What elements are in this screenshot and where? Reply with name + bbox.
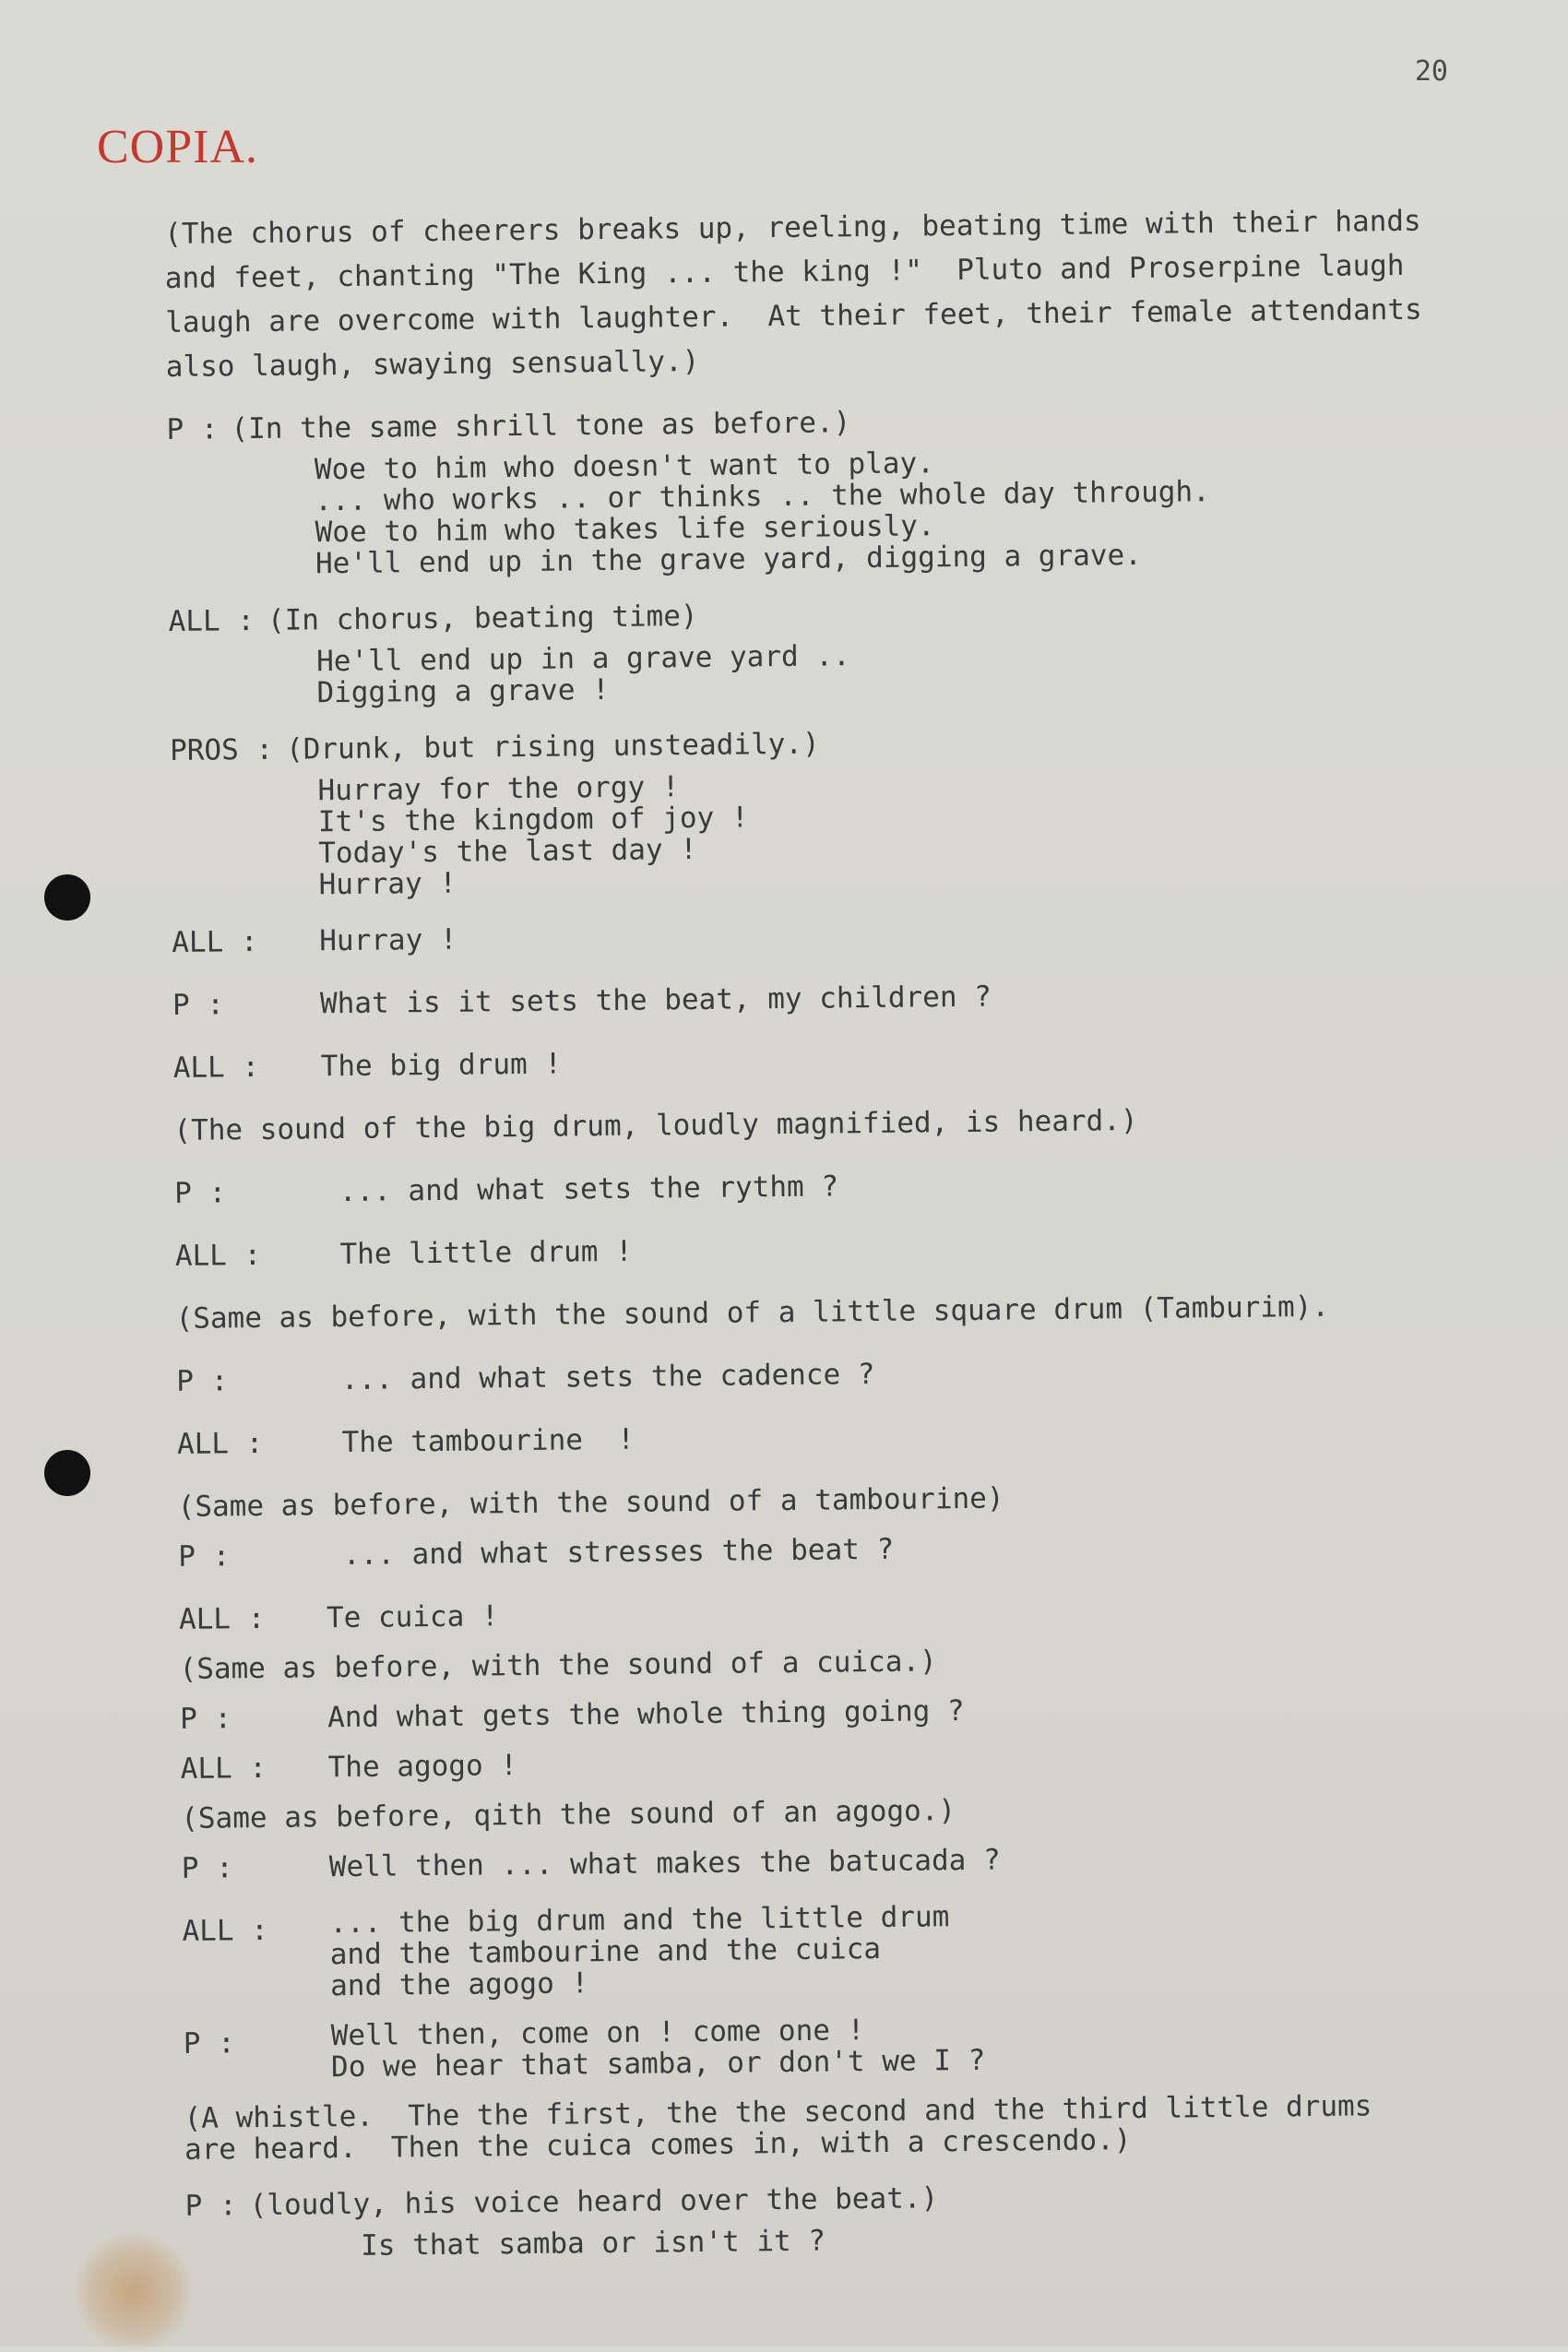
verse-block bbox=[167, 442, 1524, 581]
stage-direction-line: (Same as before, qith the sound of an agogo.) bbox=[181, 1794, 956, 1835]
script-text bbox=[164, 198, 1541, 2282]
dialogue-line bbox=[172, 969, 1528, 1028]
dialogue-line bbox=[184, 2007, 1540, 2084]
punch-hole bbox=[44, 874, 90, 921]
speaker-name: ALL : bbox=[178, 1601, 266, 1636]
stage-direction-line: (A whistle. The the first, the the second and the third little drums bbox=[184, 2089, 1372, 2135]
verse-block bbox=[170, 763, 1526, 902]
cue-text: (In chorus, beating time) bbox=[267, 599, 698, 637]
speaker-name: ALL : bbox=[174, 1238, 262, 1273]
stage-direction bbox=[184, 2088, 1540, 2165]
speaker-name: P : bbox=[179, 1702, 232, 1736]
dialogue-text: Te cuica ! bbox=[326, 1599, 499, 1635]
dialogue-line bbox=[179, 1584, 1535, 1642]
stage-direction-line: laugh are overcome with laughter. At their feet, their female attendants bbox=[165, 292, 1422, 339]
speaker-name: ALL : bbox=[172, 1050, 260, 1085]
dialogue-line bbox=[182, 1833, 1538, 1891]
dialogue-text: And what gets the whole thing going ? bbox=[327, 1694, 965, 1735]
dialogue-text: The big drum ! bbox=[320, 1047, 563, 1084]
speaker-name: P : bbox=[173, 1176, 227, 1210]
speaker-name: P : bbox=[166, 412, 219, 446]
verse-line: Digging a grave ! bbox=[316, 672, 610, 710]
stage-direction-line: also laugh, swaying sensually.) bbox=[165, 344, 700, 384]
speaker-name: P : bbox=[176, 1364, 229, 1398]
stage-direction bbox=[164, 198, 1522, 389]
speaker-name: P : bbox=[172, 988, 225, 1022]
stage-direction-line: (The chorus of cheerers breaks up, reeling, beating time with their hands bbox=[164, 204, 1421, 251]
dialogue-line bbox=[182, 1895, 1538, 2003]
verse-line: ... who works .. or thinks .. the whole day through. bbox=[315, 475, 1210, 518]
paper-stain bbox=[74, 2232, 194, 2352]
speaker-name: P : bbox=[178, 1539, 231, 1574]
stage-direction bbox=[173, 1095, 1529, 1153]
dialogue-line bbox=[172, 907, 1527, 965]
stage-direction-line: (Same as before, with the sound of a cuica.) bbox=[179, 1645, 937, 1686]
stage-direction-line: are heard. Then the cuica comes in, with a crescendo.) bbox=[184, 2123, 1132, 2167]
cue-text: (loudly, his voice heard over the beat.) bbox=[249, 2181, 939, 2223]
dialogue-text-line: and the agogo ! bbox=[329, 1966, 589, 2003]
stage-direction-line: (Same as before, with the sound of a little square drum (Tamburim). bbox=[175, 1289, 1330, 1336]
verse-line: He'll end up in a grave yard .. bbox=[315, 639, 850, 679]
dialogue-line bbox=[174, 1158, 1530, 1216]
dialogue-text-line: ... the big drum and the little drum bbox=[329, 1900, 950, 1941]
verse-line: Hurray for the orgy ! bbox=[317, 770, 680, 808]
dialogue-text-line: and the tambourine and the cuica bbox=[329, 1931, 882, 1972]
dialogue-line bbox=[177, 1408, 1533, 1467]
stage-direction-line: (The sound of the big drum, loudly magnified, is heard.) bbox=[173, 1104, 1138, 1147]
dialogue-text: ... and what sets the rythm ? bbox=[321, 1170, 839, 1209]
verse-line: He'll end up in the grave yard, digging a grave. bbox=[315, 538, 1143, 581]
speaker-name: ALL : bbox=[176, 1426, 264, 1461]
cue-text: (Drunk, but rising unsteadily.) bbox=[285, 727, 820, 766]
dialogue-line bbox=[172, 1032, 1528, 1090]
copia-stamp: COPIA. bbox=[97, 121, 259, 173]
speaker-name: ALL : bbox=[180, 1751, 267, 1786]
stage-direction bbox=[181, 1783, 1537, 1841]
speaker-name: P : bbox=[181, 1851, 233, 1885]
dialogue-line bbox=[180, 1733, 1536, 1791]
dialogue-text-line: Do we hear that samba, or don't we I ? bbox=[330, 2043, 986, 2085]
speaker-name: P : bbox=[184, 2189, 237, 2223]
page-number: 20 bbox=[1414, 55, 1448, 88]
stage-direction bbox=[177, 1471, 1533, 1529]
dialogue-line bbox=[175, 1220, 1531, 1278]
dialogue-text bbox=[331, 2013, 986, 2083]
verse-line: Is that samba or isn't it ? bbox=[360, 2224, 826, 2263]
speaker-name: ALL : bbox=[182, 1913, 269, 1948]
punch-hole bbox=[44, 1450, 90, 1496]
dialogue-text bbox=[329, 1901, 950, 2002]
verse-line: It's the kingdom of joy ! bbox=[317, 801, 749, 839]
dialogue-text: ... and what stresses the beat ? bbox=[326, 1532, 895, 1573]
speaker-name: P : bbox=[183, 2026, 235, 2061]
stage-direction-line: (Same as before, with the sound of a tambourine) bbox=[177, 1481, 1004, 1524]
dialogue-text: Well then ... what makes the batucada ? bbox=[328, 1843, 1001, 1884]
verse-block bbox=[169, 634, 1526, 710]
speaker-name: PROS : bbox=[169, 732, 274, 767]
cue-text: (In the same shrill tone as before.) bbox=[231, 406, 851, 446]
speaker-name: ALL : bbox=[172, 924, 258, 959]
verse-line: Woe to him who doesn't want to play. bbox=[314, 446, 934, 487]
dialogue-line bbox=[178, 1521, 1534, 1579]
stage-direction-line: and feet, chanting "The King ... the king !" Pluto and Proserpine laugh bbox=[164, 248, 1405, 295]
dialogue-text: What is it sets the beat, my children ? bbox=[319, 980, 992, 1021]
stage-direction bbox=[179, 1633, 1535, 1692]
speaker-name: ALL : bbox=[168, 603, 255, 638]
dialogue-line bbox=[176, 1346, 1532, 1404]
verse-line: Today's the last day ! bbox=[318, 832, 698, 871]
dialogue-text: The tambourine ! bbox=[324, 1422, 636, 1460]
stage-direction bbox=[175, 1283, 1531, 1341]
verse-line: Woe to him who takes life seriously. bbox=[315, 509, 935, 550]
dialogue-text: The little drum ! bbox=[322, 1234, 633, 1272]
dialogue-text: ... and what sets the cadence ? bbox=[324, 1358, 875, 1397]
dialogue-text: The agogo ! bbox=[327, 1749, 518, 1785]
dialogue-text: Hurray ! bbox=[319, 922, 457, 958]
verse-line: Hurray ! bbox=[318, 866, 457, 902]
dialogue-text-line: Well then, come on ! come one ! bbox=[330, 2013, 865, 2053]
dialogue-line bbox=[180, 1683, 1536, 1741]
